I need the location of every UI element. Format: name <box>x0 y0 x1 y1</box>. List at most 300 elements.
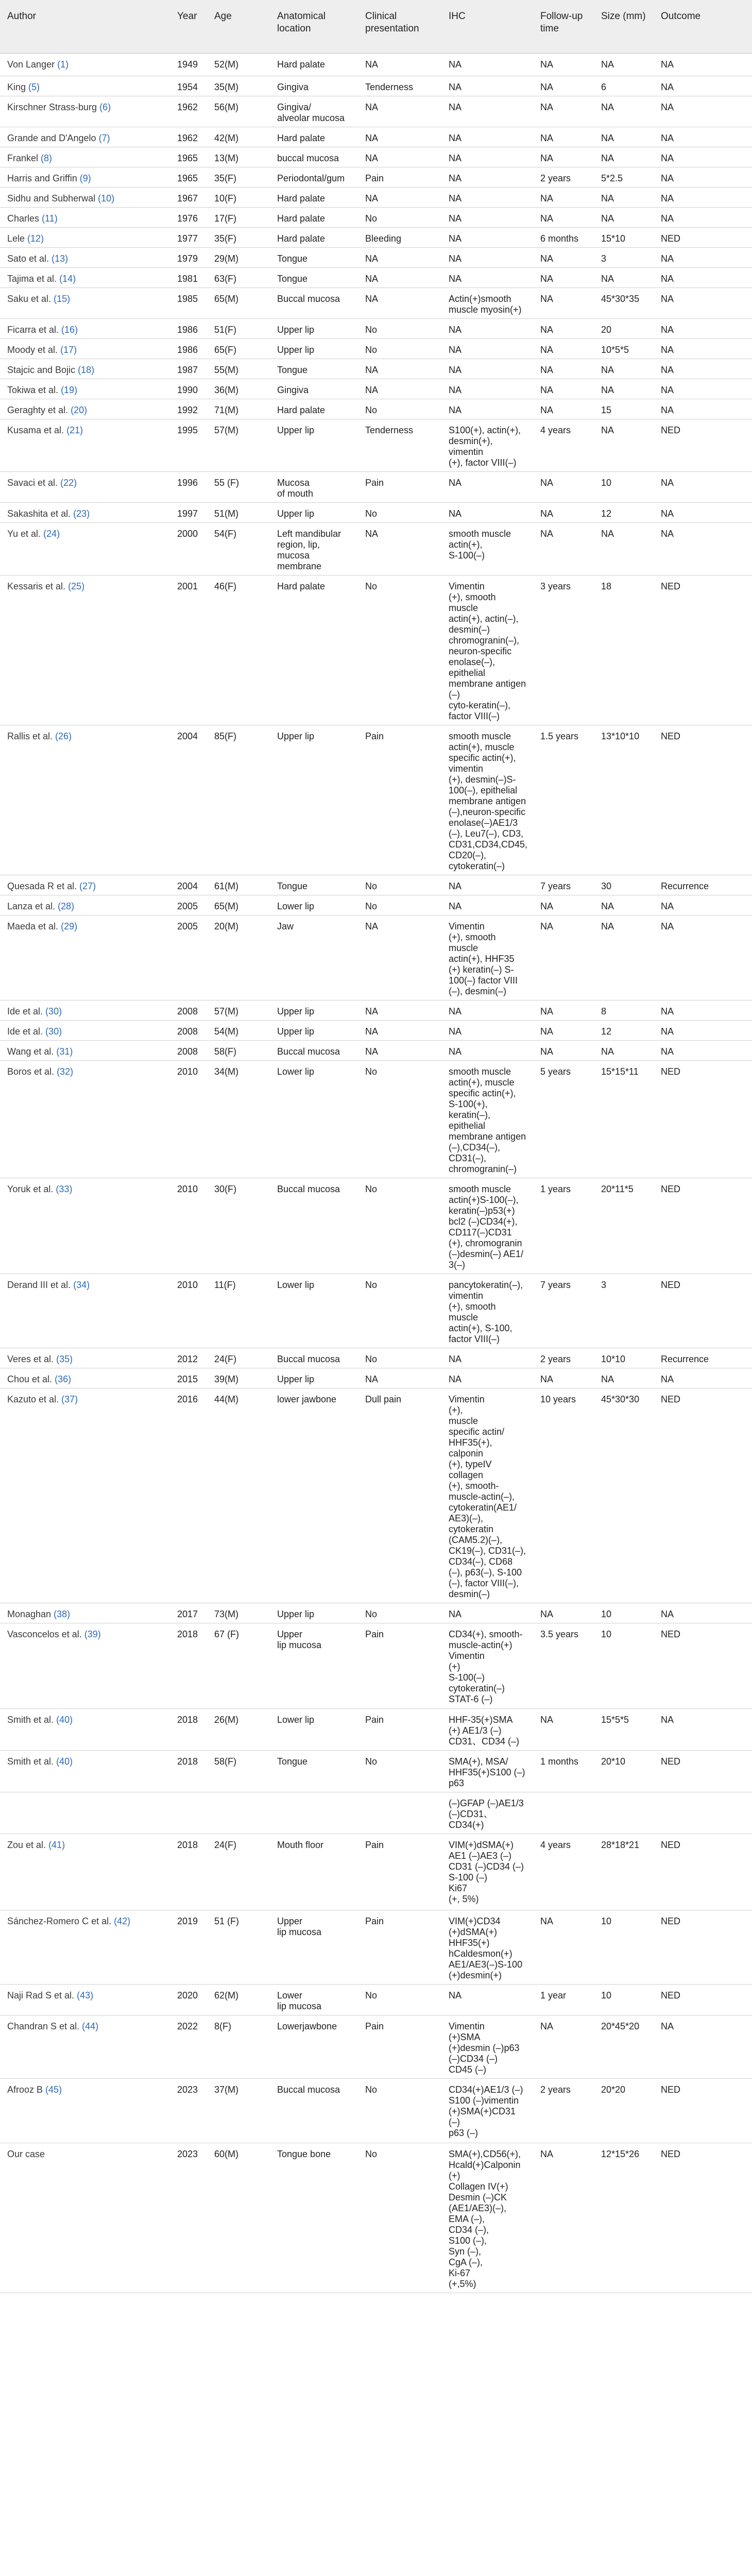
cell-age: 39(M) <box>207 1368 270 1388</box>
citation-link[interactable]: (30) <box>45 1026 62 1037</box>
citation-link[interactable]: (6) <box>99 101 111 112</box>
cell-anatomical-location: Mouth floor <box>270 1834 358 1910</box>
cell-ihc: NA <box>441 207 533 227</box>
citation-link[interactable]: (1) <box>57 59 69 70</box>
cell-author <box>0 1603 170 1623</box>
cell-outcome: NA <box>654 1040 752 1060</box>
cell-follow-up-time: NA <box>533 915 594 1000</box>
cell-age: 46(F) <box>207 575 270 725</box>
cell-ihc: CD34(+), smooth- muscle-actin(+) Vimentin (+) S-100(–) cytokeratin(–) STAT-6 (–) <box>441 1623 533 1708</box>
author-name: Our case <box>7 2148 45 2159</box>
citation-link[interactable]: (9) <box>79 173 91 183</box>
cell-follow-up-time: 1 years <box>533 1178 594 1274</box>
cell-age: 58(F) <box>207 1040 270 1060</box>
cell-ihc: NA <box>441 1040 533 1060</box>
citation-link[interactable]: (7) <box>98 132 110 143</box>
author-name: Smith et al. <box>7 1756 54 1767</box>
citation-link[interactable]: (21) <box>66 425 83 435</box>
cell-follow-up-time: 1 year <box>533 1984 594 2015</box>
citation-link[interactable]: (29) <box>61 921 78 931</box>
citation-link[interactable]: (18) <box>78 364 95 375</box>
cell-year: 2004 <box>170 875 207 895</box>
table-row <box>0 379 752 399</box>
cell-ihc: NA <box>441 147 533 167</box>
cell-ihc: Vimentin (+), muscle specific actin/ HHF35(+), calponin (+), typeIV collagen (+), smooth- muscle-actin(–), cytokeratin(AE1/ AE3)(–), cytokeratin (CAM5.2)(–), CK19(–), CD31(–), CD34(–), CD68 (–), p63(–), S-100 (–), factor VIII(–), desmin(–) <box>441 1388 533 1603</box>
table-row <box>0 419 752 471</box>
table-row <box>0 1000 752 1020</box>
cell-clinical-presentation <box>358 1792 441 1834</box>
cell-author <box>0 167 170 187</box>
cell-author <box>0 2143 170 2293</box>
citation-link[interactable]: (42) <box>114 1916 131 1926</box>
table-row <box>0 2078 752 2143</box>
cell-clinical-presentation: NA <box>358 247 441 267</box>
cell-anatomical-location: Upper lip <box>270 1368 358 1388</box>
author-name: Kessaris et al. <box>7 581 66 591</box>
cell-size: 10 <box>594 1984 654 2015</box>
cell-age: 57(M) <box>207 1000 270 1020</box>
cell-follow-up-time: NA <box>533 379 594 399</box>
cell-outcome: NA <box>654 318 752 338</box>
cell-anatomical-location: Upper lip <box>270 725 358 875</box>
cell-author <box>0 227 170 247</box>
cell-ihc: smooth muscle actin(+), muscle specific actin(+), S-100(+), keratin(–), epithelial membrane antigen (–),CD34(–), CD31(–), chromogranin(–) <box>441 1060 533 1178</box>
cell-ihc: pancytokeratin(–), vimentin (+), smooth muscle actin(+), S-100, factor VIII(–) <box>441 1274 533 1348</box>
author-name: Chandran S et al. <box>7 2021 80 2031</box>
table-row <box>0 2015 752 2078</box>
cell-ihc: Vimentin (+)SMA (+)desmin (–)p63 (–)CD34 (–) CD45 (–) <box>441 2015 533 2078</box>
citation-link[interactable]: (40) <box>56 1714 73 1725</box>
cell-author <box>0 187 170 207</box>
cell-ihc: NA <box>441 895 533 915</box>
cell-size: 10 <box>594 471 654 502</box>
cell-year: 1976 <box>170 207 207 227</box>
table-row <box>0 502 752 522</box>
cell-anatomical-location: Hard palate <box>270 575 358 725</box>
cell-clinical-presentation: Pain <box>358 1834 441 1910</box>
cell-age: 63(F) <box>207 267 270 287</box>
cell-clinical-presentation: NA <box>358 359 441 379</box>
cell-age: 13(M) <box>207 147 270 167</box>
author-name: Stajcic and Bojic <box>7 364 76 375</box>
cell-author <box>0 2078 170 2143</box>
cell-outcome: NED <box>654 1984 752 2015</box>
cell-outcome: NA <box>654 522 752 575</box>
author-name: Savaci et al. <box>7 477 58 488</box>
cell-year: 1949 <box>170 53 207 76</box>
cell-size: 15*10 <box>594 227 654 247</box>
cell-author <box>0 1020 170 1040</box>
header-follow-up-time: Follow-up time <box>533 0 594 53</box>
cell-author <box>0 379 170 399</box>
cell-clinical-presentation: No <box>358 1984 441 2015</box>
citation-link[interactable]: (11) <box>42 213 58 224</box>
cell-author <box>0 1348 170 1368</box>
cell-ihc: HHF-35(+)SMA (+) AE1/3 (–) CD31、CD34 (–) <box>441 1708 533 1750</box>
author-name: Rallis et al. <box>7 731 53 741</box>
table-row <box>0 575 752 725</box>
cell-size: 10*10 <box>594 1348 654 1368</box>
author-name: Moody et al. <box>7 344 58 355</box>
cell-year: 2023 <box>170 2143 207 2293</box>
table-row <box>0 915 752 1000</box>
cell-ihc: NA <box>441 96 533 127</box>
citation-link[interactable]: (24) <box>43 528 60 539</box>
cell-follow-up-time: NA <box>533 53 594 76</box>
cell-anatomical-location: Tongue <box>270 247 358 267</box>
cell-age: 65(M) <box>207 287 270 318</box>
cell-ihc: smooth muscle actin(+)S-100(–), keratin(–)p53(+) bcl2 (–)CD34(+), CD117(–)CD31 (+), chromogranin (–)desmin(–) AE1/ 3(–) <box>441 1178 533 1274</box>
citation-link[interactable]: (35) <box>56 1353 73 1364</box>
cell-age: 35(F) <box>207 167 270 187</box>
citation-link[interactable]: (25) <box>68 581 85 591</box>
cell-anatomical-location: Lowerjawbone <box>270 2015 358 2078</box>
cell-ihc: NA <box>441 167 533 187</box>
cell-clinical-presentation: No <box>358 2143 441 2293</box>
cell-size: 45*30*30 <box>594 1388 654 1603</box>
cell-follow-up-time: NA <box>533 522 594 575</box>
cell-ihc: smooth muscle actin(+), S-100(–) <box>441 522 533 575</box>
cell-year: 1962 <box>170 127 207 147</box>
author-name: Sánchez-Romero C et al. <box>7 1916 112 1926</box>
cell-author <box>0 1792 170 1834</box>
cell-clinical-presentation: NA <box>358 1040 441 1060</box>
cell-follow-up-time: 4 years <box>533 419 594 471</box>
table-row <box>0 338 752 359</box>
table-row <box>0 318 752 338</box>
cell-size: 10 <box>594 1603 654 1623</box>
cell-size: 3 <box>594 247 654 267</box>
cell-follow-up-time: NA <box>533 399 594 419</box>
cell-age: 67 (F) <box>207 1623 270 1708</box>
citation-link[interactable]: (22) <box>60 477 77 488</box>
cell-anatomical-location: Upper lip <box>270 419 358 471</box>
cell-follow-up-time: NA <box>533 502 594 522</box>
cell-age: 52(M) <box>207 53 270 76</box>
cell-author <box>0 915 170 1000</box>
cell-anatomical-location: Buccal mucosa <box>270 1040 358 1060</box>
cell-ihc: NA <box>441 359 533 379</box>
table-row <box>0 1623 752 1708</box>
cell-ihc: S100(+), actin(+), desmin(+), vimentin (+), factor VIII(–) <box>441 419 533 471</box>
cell-author <box>0 1060 170 1178</box>
cell-outcome <box>654 1792 752 1834</box>
cell-year: 2001 <box>170 575 207 725</box>
cell-follow-up-time: NA <box>533 287 594 318</box>
cell-ihc: Actin(+)smooth muscle myosin(+) <box>441 287 533 318</box>
cell-ihc: Vimentin (+), smooth muscle actin(+), actin(–), desmin(–) chromogranin(–), neuron-specific enolase(–), epithelial membrane antigen (–) cyto-keratin(–), factor VIII(–) <box>441 575 533 725</box>
table-row <box>0 1020 752 1040</box>
cell-anatomical-location: Hard palate <box>270 227 358 247</box>
table-row <box>0 1792 752 1834</box>
cell-age: 26(M) <box>207 1708 270 1750</box>
header-outcome: Outcome <box>654 0 752 53</box>
cell-outcome: NED <box>654 1060 752 1178</box>
cell-year: 2008 <box>170 1000 207 1020</box>
table-row <box>0 2143 752 2293</box>
cell-clinical-presentation: Tenderness <box>358 76 441 96</box>
cell-age: 85(F) <box>207 725 270 875</box>
cell-year: 2018 <box>170 1623 207 1708</box>
citation-link[interactable]: (31) <box>56 1046 73 1057</box>
cell-follow-up-time: 2 years <box>533 167 594 187</box>
citation-link[interactable]: (10) <box>98 193 115 204</box>
cell-follow-up-time: 2 years <box>533 2078 594 2143</box>
citation-link[interactable]: (34) <box>73 1279 90 1290</box>
citation-link[interactable]: (12) <box>27 233 44 244</box>
cell-follow-up-time: 1.5 years <box>533 725 594 875</box>
citation-link[interactable]: (38) <box>54 1608 71 1619</box>
cell-clinical-presentation: No <box>358 338 441 359</box>
author-name: Von Langer <box>7 59 55 70</box>
cell-size: 45*30*35 <box>594 287 654 318</box>
cell-anatomical-location: buccal mucosa <box>270 147 358 167</box>
citation-link[interactable]: (14) <box>59 273 76 284</box>
cell-follow-up-time: NA <box>533 1040 594 1060</box>
cell-outcome: NA <box>654 127 752 147</box>
cell-anatomical-location: Tongue bone <box>270 2143 358 2293</box>
cell-author <box>0 247 170 267</box>
cell-anatomical-location: Gingiva/ alveolar mucosa <box>270 96 358 127</box>
cell-author <box>0 1623 170 1708</box>
table-header <box>0 0 752 53</box>
citation-link[interactable]: (40) <box>56 1756 73 1767</box>
cell-age: 8(F) <box>207 2015 270 2078</box>
cell-follow-up-time: 10 years <box>533 1388 594 1603</box>
cell-year: 2018 <box>170 1708 207 1750</box>
cell-year: 1997 <box>170 502 207 522</box>
cell-outcome: NED <box>654 2143 752 2293</box>
cell-anatomical-location: Gingiva <box>270 379 358 399</box>
cell-follow-up-time: NA <box>533 2143 594 2293</box>
cell-follow-up-time: 4 years <box>533 1834 594 1910</box>
cell-outcome: Recurrence <box>654 1348 752 1368</box>
cell-author <box>0 96 170 127</box>
cell-age: 71(M) <box>207 399 270 419</box>
cell-year: 2020 <box>170 1984 207 2015</box>
cell-outcome: NED <box>654 575 752 725</box>
cell-author <box>0 875 170 895</box>
citation-link[interactable]: (45) <box>45 2084 62 2095</box>
citation-link[interactable]: (15) <box>54 293 71 304</box>
author-name: Charles <box>7 213 40 224</box>
cell-outcome: NA <box>654 147 752 167</box>
cell-ihc: NA <box>441 1603 533 1623</box>
cell-age: 55(M) <box>207 359 270 379</box>
cell-age: 57(M) <box>207 419 270 471</box>
author-name: Sakashita et al. <box>7 508 71 519</box>
cell-year: 1965 <box>170 147 207 167</box>
table-row <box>0 227 752 247</box>
cell-year: 1954 <box>170 76 207 96</box>
cell-follow-up-time: 2 years <box>533 1348 594 1368</box>
citation-link[interactable]: (28) <box>58 901 75 911</box>
cell-anatomical-location: Upper lip <box>270 1603 358 1623</box>
cell-follow-up-time: 7 years <box>533 1274 594 1348</box>
cell-outcome: NA <box>654 1603 752 1623</box>
cell-follow-up-time: NA <box>533 1708 594 1750</box>
cell-outcome: NED <box>654 419 752 471</box>
cell-anatomical-location: Buccal mucosa <box>270 1348 358 1368</box>
cell-age: 58(F) <box>207 1750 270 1792</box>
cell-follow-up-time: NA <box>533 1603 594 1623</box>
cell-anatomical-location: lower jawbone <box>270 1388 358 1603</box>
cell-clinical-presentation: No <box>358 895 441 915</box>
citation-link[interactable]: (16) <box>61 324 78 335</box>
cell-ihc: (–)GFAP (–)AE1/3 (–)CD31、 CD34(+) <box>441 1792 533 1834</box>
author-name: Sato et al. <box>7 253 49 264</box>
cell-author <box>0 338 170 359</box>
cell-clinical-presentation: Dull pain <box>358 1388 441 1603</box>
cell-author <box>0 399 170 419</box>
citation-link[interactable]: (30) <box>45 1006 62 1016</box>
header-row <box>0 0 752 53</box>
cell-follow-up-time: NA <box>533 247 594 267</box>
citation-link[interactable]: (37) <box>61 1394 78 1404</box>
author-name: Lanza et al. <box>7 901 56 911</box>
table-row <box>0 1178 752 1274</box>
author-name: King <box>7 81 26 92</box>
author-name: Kusama et al. <box>7 425 64 435</box>
table-row <box>0 1388 752 1603</box>
cell-clinical-presentation: Pain <box>358 1623 441 1708</box>
cell-age: 17(F) <box>207 207 270 227</box>
header-author: Author <box>0 0 170 53</box>
cell-anatomical-location: Hard palate <box>270 127 358 147</box>
cell-follow-up-time: NA <box>533 1000 594 1020</box>
cell-clinical-presentation: Bleeding <box>358 227 441 247</box>
cell-author <box>0 207 170 227</box>
cell-year: 1981 <box>170 267 207 287</box>
cell-anatomical-location: Upper lip <box>270 338 358 359</box>
table-row <box>0 1040 752 1060</box>
cell-author <box>0 267 170 287</box>
cell-year: 2018 <box>170 1834 207 1910</box>
cell-outcome: NA <box>654 338 752 359</box>
cell-outcome: NA <box>654 1368 752 1388</box>
citation-link[interactable]: (26) <box>55 731 72 741</box>
cell-clinical-presentation: Pain <box>358 2015 441 2078</box>
cell-year: 1987 <box>170 359 207 379</box>
table-row <box>0 1834 752 1910</box>
cell-outcome: NA <box>654 1708 752 1750</box>
cell-size: NA <box>594 522 654 575</box>
cell-year: 2018 <box>170 1750 207 1792</box>
cell-year: 1962 <box>170 96 207 127</box>
citation-link[interactable]: (20) <box>71 404 88 415</box>
cell-outcome: NA <box>654 76 752 96</box>
cell-year: 1986 <box>170 338 207 359</box>
cell-size: 20 <box>594 318 654 338</box>
author-name: Naji Rad S et al. <box>7 1990 75 2001</box>
author-name: Tajima et al. <box>7 273 57 284</box>
cell-age: 29(M) <box>207 247 270 267</box>
citation-link[interactable]: (8) <box>41 152 53 163</box>
cell-follow-up-time: NA <box>533 96 594 127</box>
cell-ihc: CD34(+)AE1/3 (–) S100 (–)vimentin (+)SMA(+)CD31 (–) p63 (–) <box>441 2078 533 2143</box>
cell-anatomical-location: Lower lip <box>270 1060 358 1178</box>
cell-clinical-presentation: NA <box>358 267 441 287</box>
cell-clinical-presentation: No <box>358 875 441 895</box>
cell-follow-up-time: NA <box>533 207 594 227</box>
cell-age: 35(M) <box>207 76 270 96</box>
cell-author <box>0 287 170 318</box>
cell-outcome: NED <box>654 1388 752 1603</box>
cell-clinical-presentation: Pain <box>358 1910 441 1984</box>
citation-link[interactable]: (32) <box>57 1066 74 1077</box>
cell-outcome: NED <box>654 1274 752 1348</box>
cell-age: 37(M) <box>207 2078 270 2143</box>
cell-anatomical-location: Tongue <box>270 267 358 287</box>
author-name: Monaghan <box>7 1608 52 1619</box>
citation-link[interactable]: (41) <box>48 1839 65 1850</box>
citation-link[interactable]: (17) <box>60 344 77 355</box>
cell-clinical-presentation: No <box>358 1060 441 1178</box>
cell-age: 73(M) <box>207 1603 270 1623</box>
cell-clinical-presentation: No <box>358 1274 441 1348</box>
citation-link[interactable]: (43) <box>77 1990 94 2001</box>
cell-size: NA <box>594 96 654 127</box>
cell-author <box>0 53 170 76</box>
table-row <box>0 1910 752 1984</box>
cell-size: 5*2.5 <box>594 167 654 187</box>
citation-link[interactable]: (19) <box>61 384 78 395</box>
table-row <box>0 287 752 318</box>
cell-size: NA <box>594 1040 654 1060</box>
cell-clinical-presentation: NA <box>358 1000 441 1020</box>
cell-ihc: NA <box>441 1020 533 1040</box>
table-body <box>0 53 752 2293</box>
citation-link[interactable]: (23) <box>73 508 90 519</box>
cell-follow-up-time: NA <box>533 187 594 207</box>
author-name: Geraghty et al. <box>7 404 69 415</box>
cell-clinical-presentation: No <box>358 502 441 522</box>
citation-link[interactable]: (39) <box>84 1629 101 1639</box>
cell-age: 54(M) <box>207 1020 270 1040</box>
cell-ihc: NA <box>441 875 533 895</box>
cell-year: 1985 <box>170 287 207 318</box>
author-name: Tokiwa et al. <box>7 384 59 395</box>
citation-link[interactable]: (44) <box>82 2021 99 2031</box>
author-name: Yoruk et al. <box>7 1183 54 1194</box>
cell-size: 18 <box>594 575 654 725</box>
cell-anatomical-location: Gingiva <box>270 76 358 96</box>
citation-link[interactable]: (33) <box>56 1183 73 1194</box>
cell-age: 10(F) <box>207 187 270 207</box>
cell-author <box>0 502 170 522</box>
author-name: Grande and D'Angelo <box>7 132 96 143</box>
citation-link[interactable]: (27) <box>79 880 96 891</box>
author-name: Harris and Griffin <box>7 173 77 183</box>
author-name: Saku et al. <box>7 293 52 304</box>
citation-link[interactable]: (13) <box>52 253 69 264</box>
header-clinical-presentation: Clinical presentation <box>358 0 441 53</box>
citation-link[interactable]: (5) <box>28 81 40 92</box>
cell-clinical-presentation: Tenderness <box>358 419 441 471</box>
cell-year: 2004 <box>170 725 207 875</box>
citation-link[interactable]: (36) <box>55 1374 72 1384</box>
cell-outcome: NA <box>654 53 752 76</box>
cell-outcome: NA <box>654 207 752 227</box>
cell-age: 65(M) <box>207 895 270 915</box>
cell-clinical-presentation: No <box>358 1178 441 1274</box>
cell-clinical-presentation: NA <box>358 915 441 1000</box>
cell-ihc: NA <box>441 53 533 76</box>
cell-age: 51(M) <box>207 502 270 522</box>
cell-follow-up-time: NA <box>533 147 594 167</box>
cell-size: 30 <box>594 875 654 895</box>
cell-size: NA <box>594 1368 654 1388</box>
